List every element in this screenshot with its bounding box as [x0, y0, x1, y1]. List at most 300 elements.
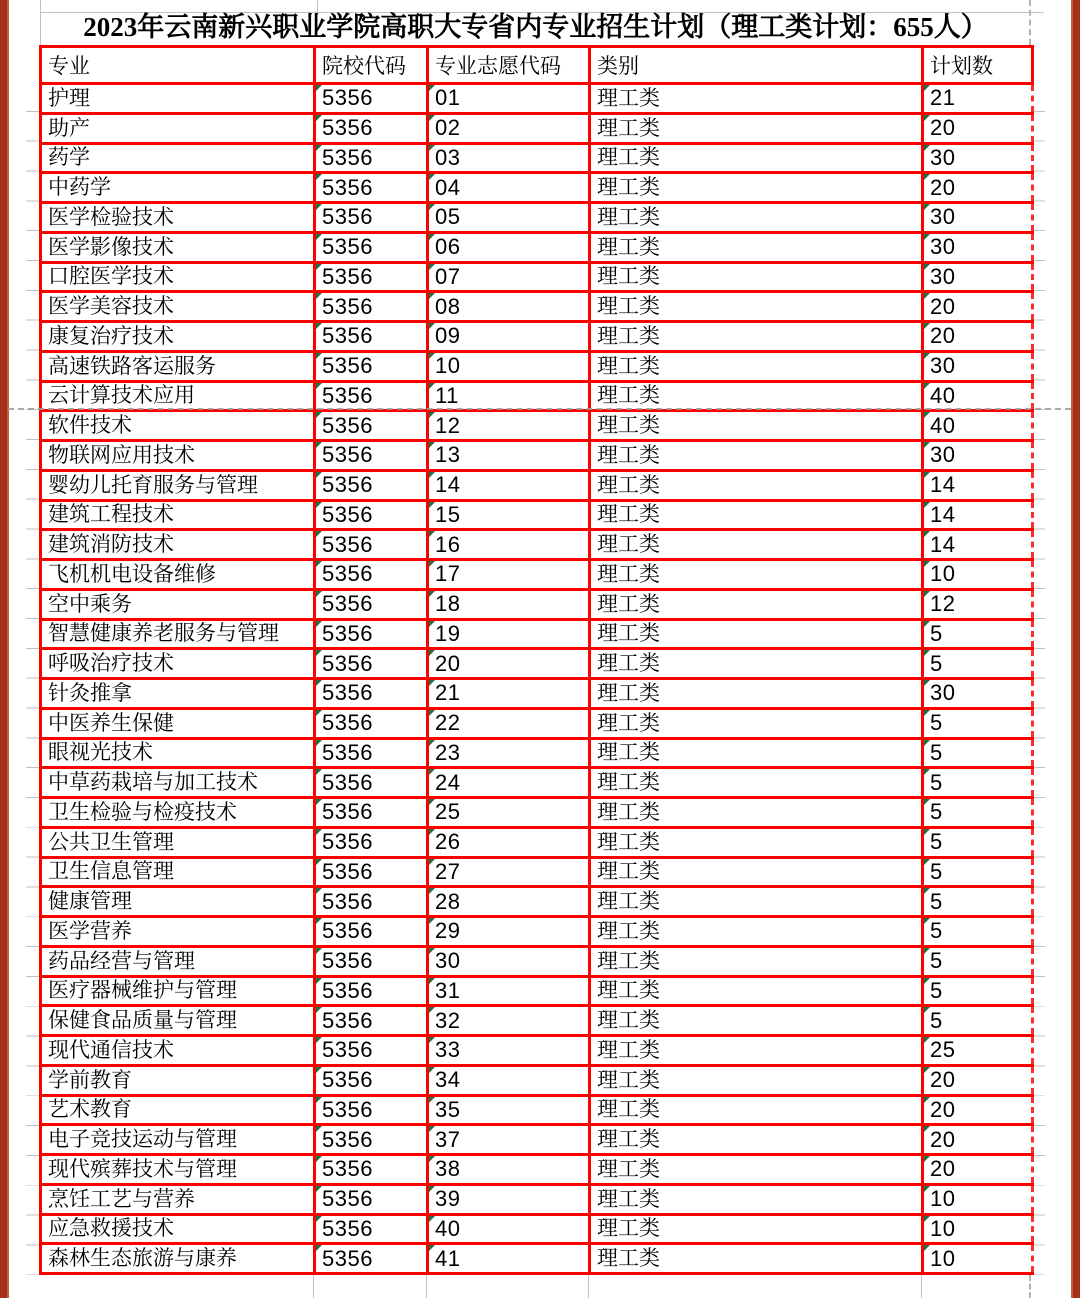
cell-text: 19 [435, 620, 461, 646]
cell-major-choice-code[interactable] [428, 560, 590, 590]
cell-plan-count[interactable] [923, 113, 1033, 143]
cell-plan-count[interactable] [923, 1095, 1033, 1125]
cell-major[interactable] [41, 1155, 315, 1185]
cell-major-choice-code[interactable] [428, 292, 590, 322]
cell-plan-count[interactable] [923, 738, 1033, 768]
cell-category[interactable] [590, 1155, 923, 1185]
cell-major-choice-code[interactable] [428, 1125, 590, 1155]
green-triangle-icon [429, 799, 435, 805]
cell-major[interactable] [41, 262, 315, 292]
green-triangle-icon [924, 145, 930, 151]
cell-category[interactable] [590, 173, 923, 203]
cell-category[interactable] [590, 292, 923, 322]
gridline-bottom-col5-vertical [921, 1275, 922, 1298]
cell-major-choice-code[interactable] [428, 351, 590, 381]
green-triangle-icon [924, 353, 930, 359]
cell-major[interactable] [41, 1036, 315, 1066]
cell-category[interactable] [590, 1006, 923, 1036]
cell-major-choice-code[interactable] [428, 500, 590, 530]
green-triangle-icon [316, 442, 322, 448]
cell-category[interactable] [590, 560, 923, 590]
cell-school-code[interactable] [315, 946, 428, 976]
cell-text: 卫生信息管理 [48, 860, 174, 884]
cell-major[interactable] [41, 560, 315, 590]
cell-plan-count[interactable] [923, 619, 1033, 649]
cell-school-code[interactable] [315, 887, 428, 917]
cell-major-choice-code[interactable] [428, 411, 590, 441]
cell-text: 06 [435, 234, 461, 260]
cell-plan-count[interactable] [923, 411, 1033, 441]
cell-school-code[interactable] [315, 143, 428, 173]
green-triangle-icon [924, 859, 930, 865]
cell-major[interactable] [41, 857, 315, 887]
cell-major-choice-code[interactable] [428, 530, 590, 560]
header-major[interactable]: 专业 [41, 47, 315, 84]
cell-category[interactable] [590, 1036, 923, 1066]
table-row [41, 946, 1033, 976]
cell-school-code[interactable] [315, 1036, 428, 1066]
cell-major[interactable] [41, 292, 315, 322]
cell-major[interactable] [41, 619, 315, 649]
cell-text: 理工类 [597, 414, 660, 438]
cell-category[interactable] [590, 619, 923, 649]
cell-text: 09 [435, 323, 461, 349]
cell-plan-count[interactable] [923, 441, 1033, 471]
cell-plan-count[interactable] [923, 1184, 1033, 1214]
cell-major-choice-code[interactable] [428, 1065, 590, 1095]
cell-category[interactable] [590, 1184, 923, 1214]
table-row [41, 143, 1033, 173]
cell-major-choice-code[interactable] [428, 857, 590, 887]
cell-category[interactable] [590, 917, 923, 947]
cell-school-code[interactable] [315, 560, 428, 590]
cell-plan-count[interactable] [923, 143, 1033, 173]
cell-text: 5356 [322, 1186, 373, 1212]
cell-major[interactable] [41, 1006, 315, 1036]
cell-school-code[interactable] [315, 530, 428, 560]
cell-school-code[interactable] [315, 1095, 428, 1125]
cell-text: 智慧健康养老服务与管理 [48, 622, 279, 646]
cell-major-choice-code[interactable] [428, 917, 590, 947]
cell-text: 20 [930, 1156, 956, 1182]
cell-plan-count[interactable] [923, 232, 1033, 262]
cell-text: 33 [435, 1037, 461, 1063]
cell-text: 5356 [322, 501, 373, 527]
cell-text: 医疗器械维护与管理 [48, 979, 237, 1003]
table-row [41, 560, 1033, 590]
table-row [41, 84, 1033, 114]
cell-school-code[interactable] [315, 1184, 428, 1214]
cell-major-choice-code[interactable] [428, 1184, 590, 1214]
cell-school-code[interactable] [315, 470, 428, 500]
cell-major-choice-code[interactable] [428, 768, 590, 798]
page-edge-left-bar [0, 0, 9, 1298]
cell-school-code[interactable] [315, 827, 428, 857]
cell-category[interactable] [590, 708, 923, 738]
cell-school-code[interactable] [315, 84, 428, 114]
table-row [41, 292, 1033, 322]
cell-text: 5 [930, 710, 943, 736]
cell-major-choice-code[interactable] [428, 1006, 590, 1036]
cell-school-code[interactable] [315, 589, 428, 619]
cell-category[interactable] [590, 589, 923, 619]
cell-category[interactable] [590, 887, 923, 917]
cell-school-code[interactable] [315, 1214, 428, 1244]
cell-school-code[interactable] [315, 262, 428, 292]
cell-major-choice-code[interactable] [428, 708, 590, 738]
cell-text: 18 [435, 591, 461, 617]
green-triangle-icon [924, 740, 930, 746]
cell-school-code[interactable] [315, 322, 428, 352]
cell-text: 高速铁路客运服务 [48, 354, 216, 378]
cell-school-code[interactable] [315, 381, 428, 411]
cell-major-choice-code[interactable] [428, 679, 590, 709]
cell-plan-count[interactable] [923, 589, 1033, 619]
cell-school-code[interactable] [315, 1125, 428, 1155]
cell-major-choice-code[interactable] [428, 441, 590, 471]
cell-major-choice-code[interactable] [428, 946, 590, 976]
cell-major[interactable] [41, 173, 315, 203]
cell-school-code[interactable] [315, 500, 428, 530]
cell-text: 5356 [322, 888, 373, 914]
cell-text: 03 [435, 144, 461, 170]
cell-major-choice-code[interactable] [428, 381, 590, 411]
cell-text: 5356 [322, 650, 373, 676]
cell-text: 烹饪工艺与营养 [48, 1187, 195, 1211]
cell-major-choice-code[interactable] [428, 976, 590, 1006]
cell-school-code[interactable] [315, 798, 428, 828]
header-major-choice-code[interactable]: 专业志愿代码 [428, 47, 590, 84]
cell-category[interactable] [590, 322, 923, 352]
cell-major[interactable] [41, 946, 315, 976]
cell-major[interactable] [41, 500, 315, 530]
cell-school-code[interactable] [315, 232, 428, 262]
cell-category[interactable] [590, 1244, 923, 1274]
gridline-bottom-col4-vertical [588, 1275, 589, 1298]
cell-category[interactable] [590, 798, 923, 828]
table-row [41, 1214, 1033, 1244]
cell-text: 公共卫生管理 [48, 830, 174, 854]
cell-text: 5356 [322, 1037, 373, 1063]
cell-category[interactable] [590, 1065, 923, 1095]
cell-plan-count[interactable] [923, 679, 1033, 709]
cell-category[interactable] [590, 500, 923, 530]
cell-text: 空中乘务 [48, 592, 132, 616]
cell-category[interactable] [590, 262, 923, 292]
cell-plan-count[interactable] [923, 708, 1033, 738]
cell-major-choice-code[interactable] [428, 322, 590, 352]
cell-plan-count[interactable] [923, 1155, 1033, 1185]
cell-major[interactable] [41, 113, 315, 143]
cell-text: 30 [930, 353, 956, 379]
cell-major-choice-code[interactable] [428, 798, 590, 828]
cell-major[interactable] [41, 143, 315, 173]
cell-major-choice-code[interactable] [428, 827, 590, 857]
cell-text: 软件技术 [48, 414, 132, 438]
cell-text: 理工类 [597, 562, 660, 586]
cell-category[interactable] [590, 203, 923, 233]
cell-text: 理工类 [597, 1009, 660, 1033]
cell-text: 理工类 [597, 771, 660, 795]
cell-plan-count[interactable] [923, 649, 1033, 679]
cell-school-code[interactable] [315, 1244, 428, 1274]
cell-plan-count[interactable] [923, 976, 1033, 1006]
cell-category[interactable] [590, 351, 923, 381]
cell-school-code[interactable] [315, 113, 428, 143]
cell-category[interactable] [590, 976, 923, 1006]
cell-plan-count[interactable] [923, 1036, 1033, 1066]
cell-category[interactable] [590, 1125, 923, 1155]
cell-plan-count[interactable] [923, 1125, 1033, 1155]
cell-major[interactable] [41, 351, 315, 381]
cell-plan-count[interactable] [923, 381, 1033, 411]
cell-category[interactable] [590, 738, 923, 768]
cell-major[interactable] [41, 322, 315, 352]
cell-school-code[interactable] [315, 1006, 428, 1036]
cell-category[interactable] [590, 143, 923, 173]
cell-major-choice-code[interactable] [428, 1095, 590, 1125]
green-triangle-icon [316, 710, 322, 716]
cell-text: 理工类 [597, 1217, 660, 1241]
cell-major-choice-code[interactable] [428, 649, 590, 679]
green-triangle-icon [316, 859, 322, 865]
cell-text: 物联网应用技术 [48, 443, 195, 467]
cell-school-code[interactable] [315, 649, 428, 679]
cell-text: 5356 [322, 323, 373, 349]
cell-major-choice-code[interactable] [428, 589, 590, 619]
table-row [41, 1184, 1033, 1214]
cell-major[interactable] [41, 738, 315, 768]
header-plan-count[interactable]: 计划数 [923, 47, 1033, 84]
cell-school-code[interactable] [315, 441, 428, 471]
green-triangle-icon [924, 174, 930, 180]
cell-category[interactable] [590, 470, 923, 500]
green-triangle-icon [429, 1126, 435, 1132]
cell-text: 10 [930, 1245, 956, 1271]
cell-plan-count[interactable] [923, 887, 1033, 917]
cell-plan-count[interactable] [923, 470, 1033, 500]
cell-category[interactable] [590, 946, 923, 976]
cell-plan-count[interactable] [923, 1065, 1033, 1095]
green-triangle-icon [316, 85, 322, 91]
cell-major[interactable] [41, 708, 315, 738]
header-school-code[interactable]: 院校代码 [315, 47, 428, 84]
table-row [41, 738, 1033, 768]
cell-category[interactable] [590, 649, 923, 679]
cell-major-choice-code[interactable] [428, 84, 590, 114]
cell-major[interactable] [41, 1065, 315, 1095]
cell-text: 37 [435, 1126, 461, 1152]
cell-plan-count[interactable] [923, 203, 1033, 233]
cell-plan-count[interactable] [923, 530, 1033, 560]
cell-school-code[interactable] [315, 976, 428, 1006]
green-triangle-icon [924, 442, 930, 448]
cell-plan-count[interactable] [923, 1214, 1033, 1244]
cell-plan-count[interactable] [923, 798, 1033, 828]
cell-category[interactable] [590, 411, 923, 441]
gridline-bottom-col2-vertical [313, 1275, 314, 1298]
cell-school-code[interactable] [315, 857, 428, 887]
cell-school-code[interactable] [315, 173, 428, 203]
cell-category[interactable] [590, 857, 923, 887]
cell-major-choice-code[interactable] [428, 738, 590, 768]
cell-major-choice-code[interactable] [428, 1244, 590, 1274]
cell-major[interactable] [41, 441, 315, 471]
cell-plan-count[interactable] [923, 84, 1033, 114]
cell-major[interactable] [41, 1244, 315, 1274]
cell-school-code[interactable] [315, 292, 428, 322]
cell-school-code[interactable] [315, 738, 428, 768]
cell-major[interactable] [41, 976, 315, 1006]
green-triangle-icon [924, 621, 930, 627]
cell-major[interactable] [41, 679, 315, 709]
cell-text: 5 [930, 650, 943, 676]
cell-school-code[interactable] [315, 203, 428, 233]
cell-major[interactable] [41, 1125, 315, 1155]
cell-plan-count[interactable] [923, 1244, 1033, 1274]
cell-major[interactable] [41, 411, 315, 441]
cell-school-code[interactable] [315, 679, 428, 709]
cell-category[interactable] [590, 441, 923, 471]
cell-major-choice-code[interactable] [428, 203, 590, 233]
cell-major[interactable] [41, 1214, 315, 1244]
cell-major-choice-code[interactable] [428, 1214, 590, 1244]
cell-text: 理工类 [597, 830, 660, 854]
green-triangle-icon [429, 85, 435, 91]
cell-major[interactable] [41, 589, 315, 619]
cell-major[interactable] [41, 84, 315, 114]
cell-text: 22 [435, 710, 461, 736]
cell-category[interactable] [590, 768, 923, 798]
cell-major-choice-code[interactable] [428, 1155, 590, 1185]
cell-plan-count[interactable] [923, 1006, 1033, 1036]
cell-major-choice-code[interactable] [428, 887, 590, 917]
green-triangle-icon [316, 531, 322, 537]
cell-plan-count[interactable] [923, 768, 1033, 798]
cell-major-choice-code[interactable] [428, 470, 590, 500]
cell-text: 30 [930, 263, 956, 289]
cell-school-code[interactable] [315, 1065, 428, 1095]
table-row [41, 322, 1033, 352]
cell-major[interactable] [41, 530, 315, 560]
cell-text: 5356 [322, 680, 373, 706]
cell-text: 30 [930, 680, 956, 706]
green-triangle-icon [316, 740, 322, 746]
green-triangle-icon [316, 115, 322, 121]
cell-school-code[interactable] [315, 1155, 428, 1185]
cell-text: 12 [930, 591, 956, 617]
cell-text: 理工类 [597, 979, 660, 1003]
cell-school-code[interactable] [315, 917, 428, 947]
cell-text: 07 [435, 263, 461, 289]
cell-plan-count[interactable] [923, 857, 1033, 887]
cell-category[interactable] [590, 530, 923, 560]
cell-major[interactable] [41, 1184, 315, 1214]
green-triangle-icon [924, 591, 930, 597]
cell-major[interactable] [41, 232, 315, 262]
cell-major[interactable] [41, 798, 315, 828]
green-triangle-icon [429, 829, 435, 835]
cell-category[interactable] [590, 1214, 923, 1244]
cell-text: 5356 [322, 472, 373, 498]
cell-major-choice-code[interactable] [428, 262, 590, 292]
cell-category[interactable] [590, 84, 923, 114]
cell-category[interactable] [590, 679, 923, 709]
cell-major[interactable] [41, 1095, 315, 1125]
cell-plan-count[interactable] [923, 262, 1033, 292]
cell-text: 10 [930, 561, 956, 587]
cell-major-choice-code[interactable] [428, 1036, 590, 1066]
cell-plan-count[interactable] [923, 322, 1033, 352]
cell-text: 25 [435, 799, 461, 825]
cell-major-choice-code[interactable] [428, 232, 590, 262]
cell-text: 5356 [322, 591, 373, 617]
cell-major-choice-code[interactable] [428, 619, 590, 649]
cell-major[interactable] [41, 827, 315, 857]
cell-major[interactable] [41, 203, 315, 233]
cell-plan-count[interactable] [923, 946, 1033, 976]
cell-text: 现代殡葬技术与管理 [48, 1157, 237, 1181]
cell-major[interactable] [41, 917, 315, 947]
cell-school-code[interactable] [315, 411, 428, 441]
cell-text: 理工类 [597, 235, 660, 259]
table-row [41, 470, 1033, 500]
green-triangle-icon [429, 591, 435, 597]
cell-school-code[interactable] [315, 619, 428, 649]
cell-major[interactable] [41, 470, 315, 500]
cell-plan-count[interactable] [923, 292, 1033, 322]
cell-text: 医学营养 [48, 919, 132, 943]
green-triangle-icon [924, 799, 930, 805]
green-triangle-icon [316, 1097, 322, 1103]
cell-plan-count[interactable] [923, 351, 1033, 381]
green-triangle-icon [429, 1156, 435, 1162]
green-triangle-icon [924, 1097, 930, 1103]
cell-school-code[interactable] [315, 768, 428, 798]
cell-text: 理工类 [597, 890, 660, 914]
cell-category[interactable] [590, 381, 923, 411]
cell-category[interactable] [590, 113, 923, 143]
cell-category[interactable] [590, 232, 923, 262]
cell-plan-count[interactable] [923, 560, 1033, 590]
cell-major[interactable] [41, 768, 315, 798]
green-triangle-icon [924, 1216, 930, 1222]
cell-major-choice-code[interactable] [428, 143, 590, 173]
green-triangle-icon [429, 710, 435, 716]
cell-plan-count[interactable] [923, 917, 1033, 947]
cell-major[interactable] [41, 381, 315, 411]
cell-plan-count[interactable] [923, 173, 1033, 203]
cell-text: 森林生态旅游与康养 [48, 1247, 237, 1271]
cell-major-choice-code[interactable] [428, 173, 590, 203]
green-triangle-icon [429, 561, 435, 567]
cell-text: 眼视光技术 [48, 741, 153, 765]
cell-category[interactable] [590, 827, 923, 857]
cell-major[interactable] [41, 649, 315, 679]
table-row [41, 203, 1033, 233]
cell-plan-count[interactable] [923, 827, 1033, 857]
cell-plan-count[interactable] [923, 500, 1033, 530]
cell-school-code[interactable] [315, 708, 428, 738]
header-category[interactable]: 类别 [590, 47, 923, 84]
cell-text: 20 [930, 174, 956, 200]
green-triangle-icon [429, 174, 435, 180]
green-triangle-icon [429, 978, 435, 984]
cell-category[interactable] [590, 1095, 923, 1125]
cell-major-choice-code[interactable] [428, 113, 590, 143]
cell-school-code[interactable] [315, 351, 428, 381]
cell-major[interactable] [41, 887, 315, 917]
